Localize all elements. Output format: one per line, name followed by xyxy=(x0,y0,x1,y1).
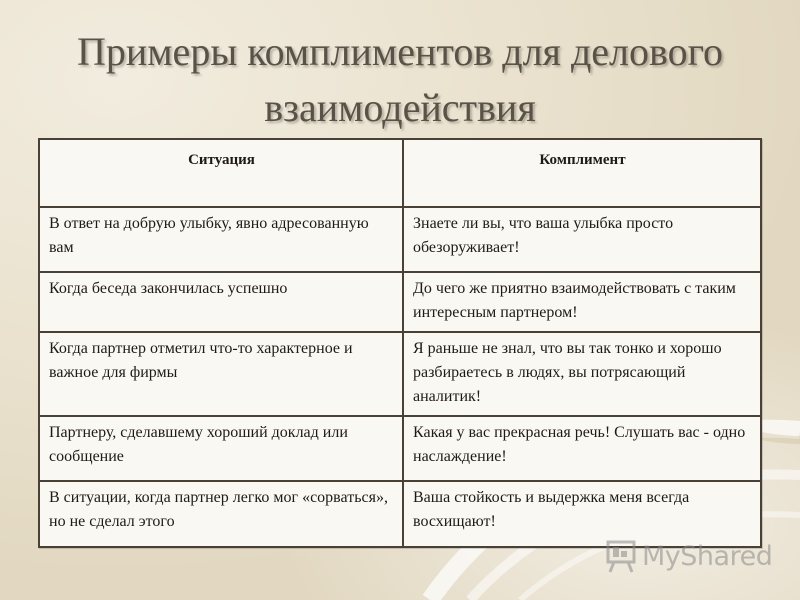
situation-cell: Когда партнер отметил что-то характерное и важное для фирмы xyxy=(39,332,403,416)
compliments-table xyxy=(38,138,762,548)
table-row xyxy=(39,272,761,332)
column-header-compliment: Комплимент xyxy=(403,139,761,207)
title-line-2: взаимодействия xyxy=(264,85,536,130)
compliment-cell: Знаете ли вы, что ваша улыбка просто обезоруживает! xyxy=(403,207,761,272)
compliment-cell: Я раньше не знал, что вы так тонко и хорошо разбираетесь в людях, вы потрясающий аналитик! xyxy=(403,332,761,416)
table-row xyxy=(39,207,761,272)
watermark-text: MyShared xyxy=(642,540,773,572)
compliment-cell: Ваша стойкость и выдержка меня всегда восхищают! xyxy=(403,481,761,547)
compliment-cell: До чего же приятно взаимодействовать с таким интересным партнером! xyxy=(403,272,761,332)
page-title xyxy=(40,24,760,136)
table-row xyxy=(39,416,761,481)
watermark xyxy=(606,536,772,576)
presentation-board-icon xyxy=(606,539,636,573)
situation-cell: Партнеру, сделавшему хороший доклад или сообщение xyxy=(39,416,403,481)
situation-cell: В ситуации, когда партнер легко мог «сорваться», но не сделал этого xyxy=(39,481,403,547)
situation-cell: Когда беседа закончилась успешно xyxy=(39,272,403,332)
table-header-row xyxy=(39,139,761,207)
title-line-1: Примеры комплиментов для делового xyxy=(76,29,724,74)
situation-cell: В ответ на добрую улыбку, явно адресованную вам xyxy=(39,207,403,272)
column-header-situation: Ситуация xyxy=(39,139,403,207)
table-row xyxy=(39,332,761,416)
compliment-cell: Какая у вас прекрасная речь! Слушать вас - одно наслаждение! xyxy=(403,416,761,481)
